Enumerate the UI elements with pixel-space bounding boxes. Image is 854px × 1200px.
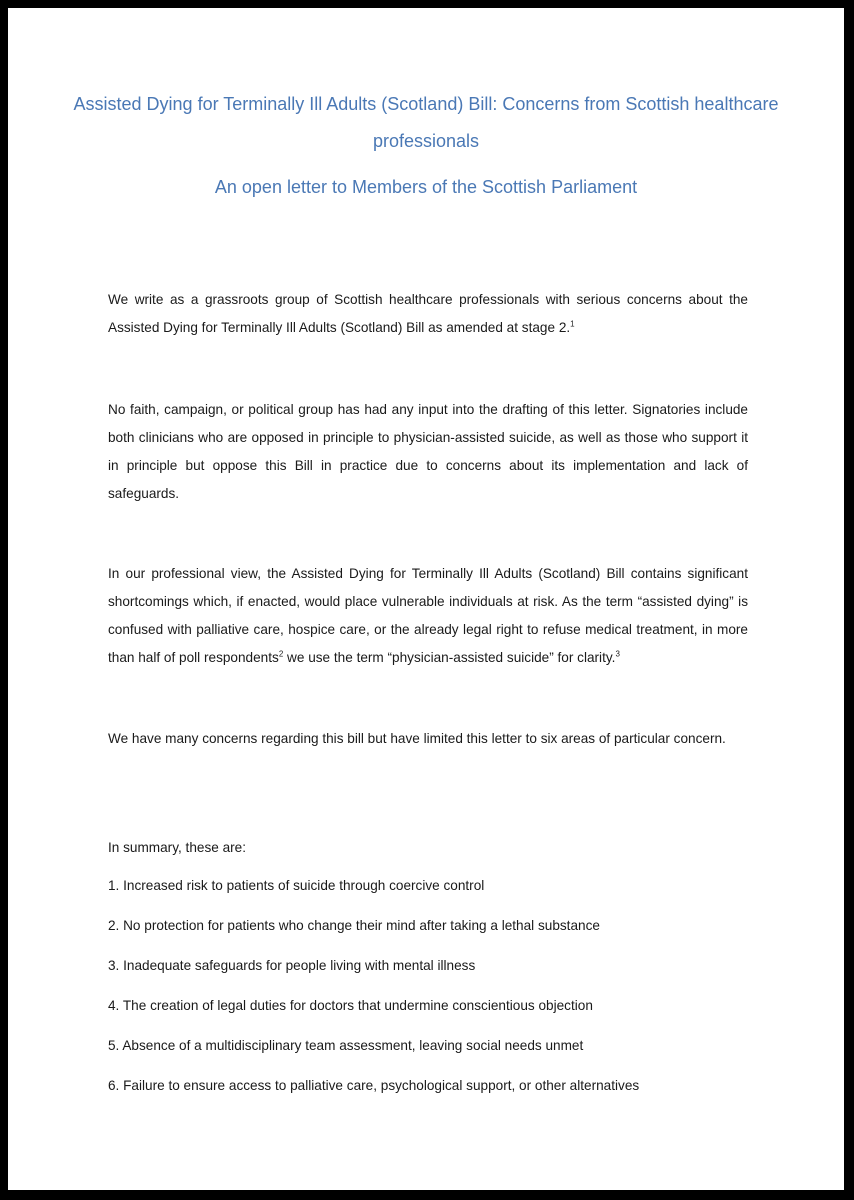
summary-item-5: 5. Absence of a multidisciplinary team assessment, leaving social needs unmet: [108, 1038, 584, 1053]
document-subtitle: An open letter to Members of the Scottish Parliament: [214, 177, 638, 197]
paragraph-independence: No faith, campaign, or political group has had any input into the drafting of this letter. Signatories include both clinicians who are opposed in principle to physician-assisted suicide, as well as those who support it in principle but oppose this Bill in practice due to concerns about its implementation and lack of safeguards.: [108, 402, 748, 501]
summary-item-4: 4. The creation of legal duties for doctors that undermine conscientious objection: [108, 998, 593, 1013]
paragraph-professional-view-text-b: we use the term “physician-assisted suicide” for clarity.: [283, 650, 616, 665]
summary-item-6: 6. Failure to ensure access to palliative care, psychological support, or other alternatives: [108, 1078, 640, 1093]
summary-item-3: 3. Inadequate safeguards for people living with mental illness: [108, 958, 476, 973]
footnote-marker-2: 2: [278, 649, 284, 659]
document-title: Assisted Dying for Terminally Ill Adults (Scotland) Bill: Concerns from Scottish healthcare professionals: [73, 94, 779, 151]
paragraph-professional-view: [108, 560, 748, 672]
footnote-marker-1: 1: [570, 319, 575, 329]
paragraph-professional-view-text-a: In our professional view, the Assisted Dying for Terminally Ill Adults (Scotland) Bill contains significant shortcomings which, if enacted, would place vulnerable individuals at risk. As the term “assisted dying” is confused with palliative care, hospice care, or the already legal right to refuse medical treatment, in more than half of poll respondents: [108, 566, 748, 665]
paragraph-intro-text: We write as a grassroots group of Scottish healthcare professionals with serious concerns about the Assisted Dying for Terminally Ill Adults (Scotland) Bill as amended at stage 2.: [108, 292, 748, 335]
summary-item-2: 2. No protection for patients who change their mind after taking a lethal substance: [108, 918, 600, 933]
summary-item-1: 1. Increased risk to patients of suicide through coercive control: [108, 878, 485, 893]
paragraph-intro: [108, 286, 748, 342]
summary-intro: In summary, these are:: [108, 840, 247, 855]
paragraph-scope: We have many concerns regarding this bill but have limited this letter to six areas of particular concern.: [108, 731, 726, 746]
footnote-marker-3: 3: [615, 649, 620, 659]
letter-page: [8, 8, 844, 1190]
